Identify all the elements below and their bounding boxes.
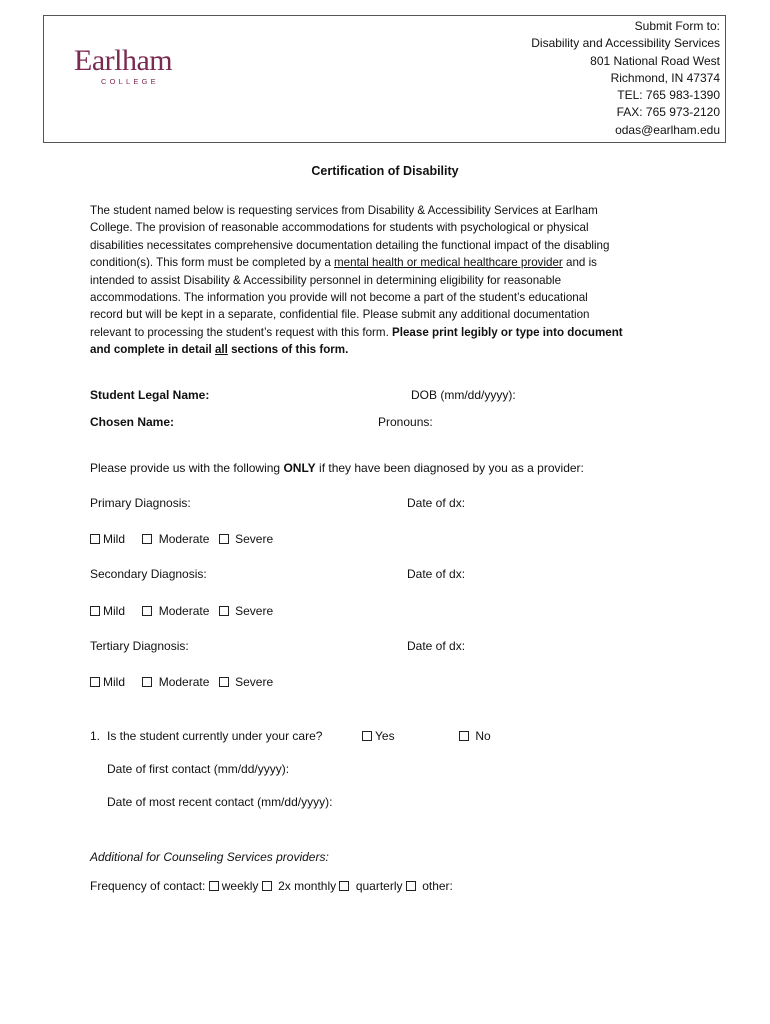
primary-severity [90, 532, 273, 546]
severe-label: Severe [235, 532, 274, 546]
severe-label: Severe [235, 675, 274, 689]
intro-text: relevant to processing the student’s request with this form. [90, 325, 393, 339]
checkbox-icon[interactable] [142, 534, 152, 544]
yes-option[interactable] [362, 729, 395, 743]
no-label: No [475, 729, 491, 743]
primary-date-label: Date of dx: [407, 496, 466, 510]
severe-option[interactable] [219, 604, 273, 618]
intro-line: disabilities necessitates comprehensive documentation detailing the functional impact of the disabling [90, 238, 610, 252]
intro-line: accommodations. The information you provide will not become a part of the student’s educational [90, 291, 588, 305]
intro-text: and is [562, 256, 597, 270]
contact-line: Richmond, IN 47374 [610, 70, 720, 85]
weekly-option[interactable] [209, 879, 259, 893]
weekly-label: weekly [221, 879, 259, 893]
checkbox-icon[interactable] [219, 534, 229, 544]
provide-only: ONLY [283, 461, 316, 475]
intro-paragraph [90, 202, 680, 359]
mild-option[interactable] [90, 532, 125, 546]
checkbox-icon[interactable] [362, 731, 372, 741]
recent-contact-label: Date of most recent contact (mm/dd/yyyy): [107, 795, 333, 809]
secondary-severity [90, 604, 273, 618]
instruction-bold: and complete in detail [90, 343, 215, 357]
mild-label: Mild [103, 532, 126, 546]
no-option[interactable] [459, 729, 491, 743]
checkbox-icon[interactable] [90, 677, 100, 687]
checkbox-icon[interactable] [459, 731, 469, 741]
checkbox-icon[interactable] [406, 881, 416, 891]
severe-option[interactable] [219, 532, 273, 546]
intro-line: intended to assist Disability & Accessibility personnel in determining eligibility for reasonable [90, 273, 562, 287]
secondary-diagnosis-label: Secondary Diagnosis: [90, 567, 207, 581]
checkbox-icon[interactable] [142, 606, 152, 616]
intro-line: The student named below is requesting services from Disability & Accessibility Services at Earlham [90, 204, 598, 217]
tertiary-diagnosis-label: Tertiary Diagnosis: [90, 639, 189, 653]
first-contact-label: Date of first contact (mm/dd/yyyy): [107, 762, 290, 776]
contact-block [531, 18, 720, 139]
mild-label: Mild [103, 675, 126, 689]
frequency-row [90, 879, 453, 893]
other-option[interactable] [406, 879, 453, 893]
moderate-label: Moderate [158, 604, 210, 618]
instruction-bold: Please print legibly or type into document [392, 325, 623, 339]
checkbox-icon[interactable] [219, 677, 229, 687]
contact-line: Submit Form to: [634, 19, 720, 33]
checkbox-icon[interactable] [339, 881, 349, 891]
mild-option[interactable] [90, 604, 125, 618]
contact-line: 801 National Road West [590, 53, 720, 68]
provide-text: Please provide us with the following [90, 461, 284, 475]
provider-emphasis: mental health or medical healthcare provider [334, 256, 563, 270]
yes-label: Yes [375, 729, 395, 743]
checkbox-icon[interactable] [142, 677, 152, 687]
instruction-all: all [214, 343, 228, 357]
intro-line: College. The provision of reasonable accommodations for students with psychological or physical [90, 221, 589, 235]
quarterly-label: quarterly [355, 879, 403, 893]
frequency-label: Frequency of contact: [90, 879, 209, 893]
moderate-option[interactable] [142, 675, 209, 689]
pronouns-label: Pronouns: [378, 415, 433, 429]
moderate-label: Moderate [158, 532, 210, 546]
monthly-option[interactable] [262, 879, 336, 893]
logo-subtitle: COLLEGE [101, 77, 159, 86]
intro-line [90, 254, 680, 271]
checkbox-icon[interactable] [90, 606, 100, 616]
mild-label: Mild [103, 604, 126, 618]
provide-instructions [90, 461, 584, 475]
intro-line [90, 341, 680, 358]
checkbox-icon[interactable] [90, 534, 100, 544]
moderate-option[interactable] [142, 532, 209, 546]
intro-line: record but will be kept in a separate, confidential file. Please submit any additional documentation [90, 308, 590, 322]
moderate-option[interactable] [142, 604, 209, 618]
student-legal-name-label: Student Legal Name: [90, 388, 210, 402]
chosen-name-label: Chosen Name: [90, 415, 175, 429]
intro-text: condition(s). This form must be completed by a [90, 256, 335, 270]
contact-line: FAX: 765 973-2120 [616, 105, 720, 120]
severe-option[interactable] [219, 675, 273, 689]
checkbox-icon[interactable] [262, 881, 272, 891]
primary-diagnosis-label: Primary Diagnosis: [90, 496, 191, 510]
checkbox-icon[interactable] [209, 881, 219, 891]
intro-line [90, 324, 680, 341]
page-title: Certification of Disability [311, 164, 459, 178]
dob-label: DOB (mm/dd/yyyy): [411, 388, 516, 402]
contact-line: Disability and Accessibility Services [531, 36, 720, 51]
checkbox-icon[interactable] [219, 606, 229, 616]
question-1-text: Is the student currently under your care? [107, 729, 323, 743]
contact-line: TEL: 765 983-1390 [617, 88, 720, 103]
tertiary-severity [90, 675, 273, 689]
secondary-date-label: Date of dx: [407, 567, 466, 581]
tertiary-date-label: Date of dx: [407, 639, 466, 653]
logo-name: Earlham [74, 44, 173, 77]
monthly-label: 2x monthly [278, 879, 337, 893]
moderate-label: Moderate [158, 675, 210, 689]
contact-email: odas@earlham.edu [615, 122, 720, 137]
mild-option[interactable] [90, 675, 125, 689]
provide-text: if they have been diagnosed by you as a provider: [315, 461, 584, 475]
question-1-number: 1. [90, 729, 101, 743]
instruction-bold: sections of this form. [227, 343, 349, 357]
quarterly-option[interactable] [339, 879, 402, 893]
counseling-heading: Additional for Counseling Services providers: [90, 850, 329, 864]
other-label: other: [422, 879, 453, 893]
earlham-logo [74, 46, 172, 86]
severe-label: Severe [235, 604, 274, 618]
